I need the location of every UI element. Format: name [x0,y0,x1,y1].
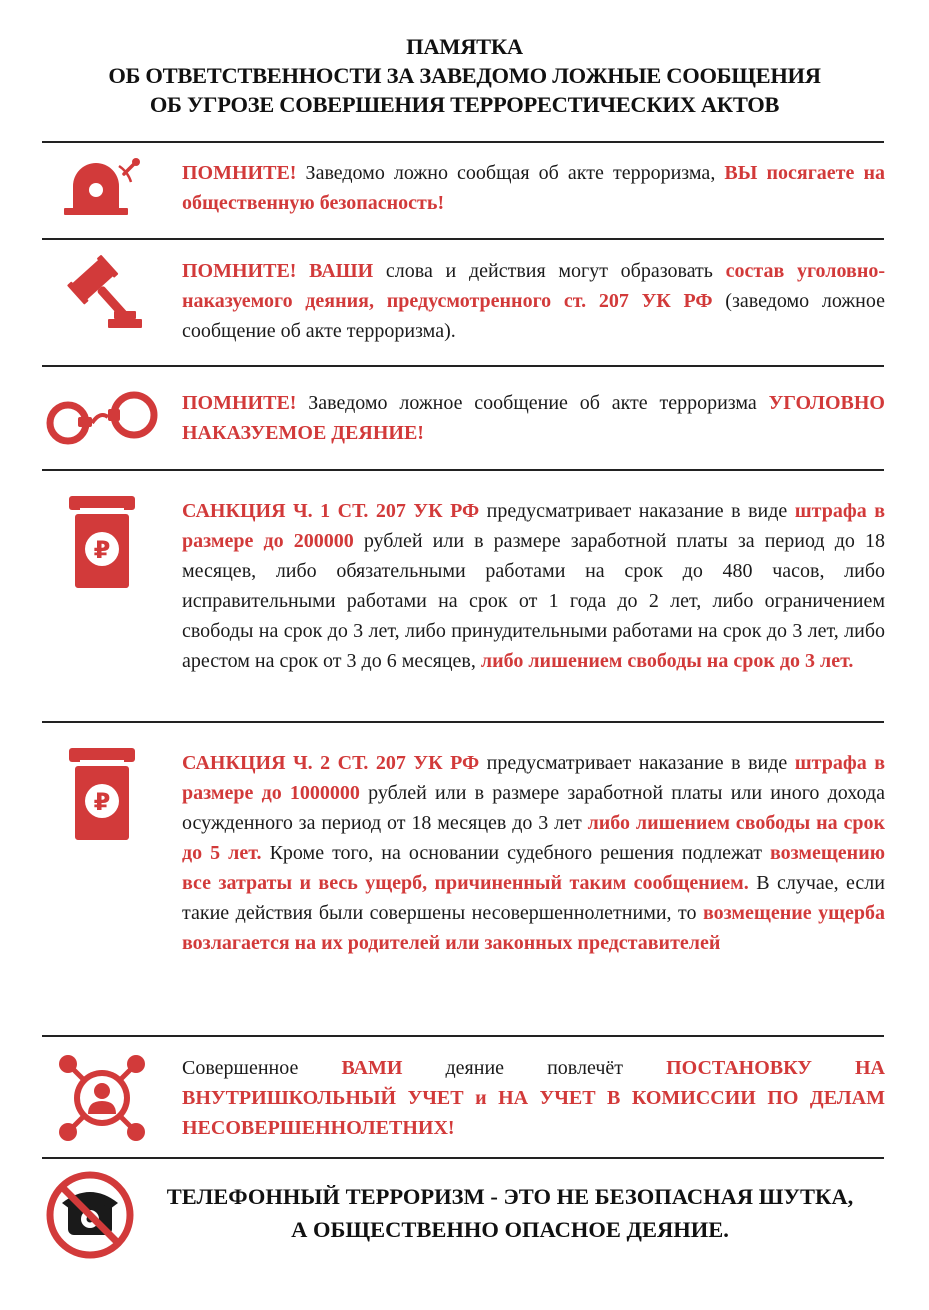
closing-statement [130,1180,890,1246]
svg-text:₽: ₽ [93,536,111,564]
closing-line-1: ТЕЛЕФОННЫЙ ТЕРРОРИЗМ - ЭТО НЕ БЕЗОПАСНАЯ ШУТКА, [166,1184,854,1209]
title-line-2: ОБ ОТВЕТСТВЕННОСТИ ЗА ЗАВЕДОМО ЛОЖНЫЕ СООБЩЕНИЯ [108,63,821,88]
highlight-text: состав уголовно-наказуемого деяния, предусмотренного ст. 207 УК РФ [182,260,885,312]
body-text: предусматривает наказание в виде [479,752,795,774]
body-text: предусматривает наказание в виде [479,500,795,522]
page-title [0,32,929,119]
divider [42,1035,884,1037]
highlight-text: возмещение ущерба возлагается на их родителей или законных представителей [182,902,885,954]
title-line-3: ОБ УГРОЗЕ СОВЕРШЕНИЯ ТЕРРОРЕСТИЧЕСКИХ АКТОВ [149,92,780,117]
divider [42,721,884,723]
divider [42,238,884,240]
body-text: Совершенное [182,1057,342,1079]
divider [42,469,884,471]
body-text: рублей или в размере заработной платы или иного дохода осужденного за период от 18 месяцев до 3 лет [182,782,885,834]
highlight-text: ПОМНИТЕ! [182,392,297,414]
divider [42,1157,884,1159]
divider [42,365,884,367]
highlight-text: либо лишением свободы на срок до 5 лет. [182,812,885,864]
highlight-text: ВЫ посягаете на общественную безопасность! [182,162,885,214]
body-text: рублей или в размере заработной платы за период до 18 месяцев, либо обязательными работами на срок до 480 часов, либо исправительными работами на срок от 1 года до 2 лет, либо ограничением свободы на срок до 3 лет, либо принудительными работами на срок до 3 лет, либо арестом на срок от 3 до 6 месяцев, [182,530,886,672]
judge-gavel-icon [38,252,166,342]
closing-line-2: А ОБЩЕСТВЕННО ОПАСНОЕ ДЕЯНИЕ. [291,1217,729,1242]
highlight-text: УГОЛОВНО НАКАЗУЕМОЕ ДЕЯНИЕ! [182,392,885,444]
body-text: слова и действия могут образовать [373,260,726,282]
highlight-text: ПОМНИТЕ! [182,162,297,184]
alarm-bell-icon [38,150,166,226]
body-text: деяние повлечёт [402,1057,667,1079]
section-text [182,1053,885,1143]
section-text [182,496,885,676]
highlight-text: САНКЦИЯ Ч. 2 СТ. 207 УК РФ [182,752,480,774]
title-line-1: ПАМЯТКА [406,34,523,59]
ruble-receipt-icon [38,744,166,844]
person-network-icon [38,1050,166,1146]
highlight-text: ВАМИ [341,1057,403,1079]
highlight-text: ПОСТАНОВКУ НА ВНУТРИШКОЛЬНЫЙ УЧЕТ и НА УЧЕТ В КОМИССИИ ПО ДЕЛАМ НЕСОВЕРШЕННОЛЕТНИХ! [182,1057,885,1139]
body-text: Заведомо ложно сообщая об акте терроризма, [296,162,725,184]
section-text [182,256,885,346]
highlight-text: ПОМНИТЕ! ВАШИ [182,260,374,282]
body-text: В случае, если такие действия были совершены несовершеннолетними, то [182,872,885,924]
no-phone-icon [40,1166,140,1264]
highlight-text: либо лишением свободы на срок до 3 лет. [480,650,854,672]
divider [42,141,884,143]
body-text: Кроме того, на основании судебного решения подлежат [261,842,770,864]
highlight-text: САНКЦИЯ Ч. 1 СТ. 207 УК РФ [182,500,480,522]
section-text [182,158,885,218]
highlight-text: возмещению все затраты и весь ущерб, причиненный таким сообщением. [182,842,885,894]
ruble-receipt-icon [38,492,166,592]
section-text [182,748,885,958]
highlight-text: штрафа в размере до 200000 [182,500,886,552]
highlight-text: штрафа в размере до 1000000 [182,752,886,804]
svg-text:₽: ₽ [93,788,111,816]
section-text [182,388,885,448]
handcuffs-icon [38,380,166,458]
body-text: Заведомо ложное сообщение об акте терроризма [296,392,769,414]
body-text: (заведомо ложное сообщение об акте терроризма). [182,290,885,342]
